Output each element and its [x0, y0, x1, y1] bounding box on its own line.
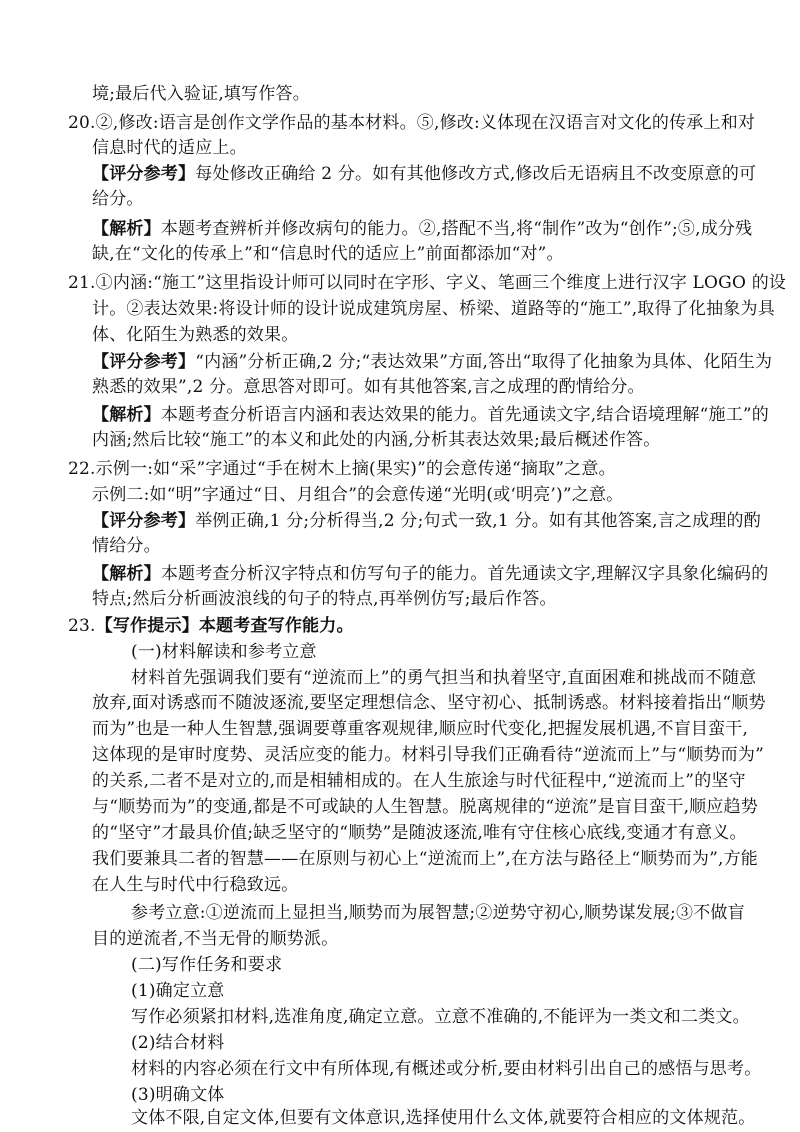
scoring-line: 【评分参考】每处修改正确给 2 分。如有其他修改方式,修改后无语病且不改变原意的可 [92, 164, 757, 184]
text-line: 参考立意:①逆流而上显担当,顺势而为展智慧;②逆势守初心,顺势谋发展;③不做盲 [131, 903, 745, 923]
scoring-line: 【评分参考】“内涵”分析正确,2 分;“表达效果”方面,答出“取得了化抽象为具体、化陌生为 [92, 352, 773, 372]
answer-22-line: 22.示例一:如“采”字通过“手在树木上摘(果实)”的会意传递“摘取”之意。 [68, 459, 616, 479]
text-line: 文体不限,自定文体,但要有文体意识,选择使用什么文体,就要符合相应的文体规范。 [131, 1108, 756, 1128]
answer-23-line: 23.【写作提示】本题考查写作能力。 [68, 616, 354, 636]
text-line: 与“顺势而为”的变通,都是不可或缺的人生智慧。脱离规律的“逆流”是盲目蛮干,顺应趋势 [92, 797, 758, 817]
text-line: 材料的内容必须在行文中有所体现,有概述或分析,要由材料引出自己的感悟与思考。 [131, 1059, 762, 1079]
text-line: 示例二:如“明”字通过“日、月组合”的会意传递“光明(或‘明亮’)”之意。 [92, 485, 624, 505]
section-heading: (二)写作任务和要求 [131, 955, 283, 975]
text-line: 信息时代的适应上。 [92, 138, 247, 158]
text-line: 的关系,二者不是对立的,而是相辅相成的。在人生旅途与时代征程中,“逆流而上”的坚守 [92, 771, 746, 791]
text-line: 体、化陌生为熟悉的效果。 [92, 325, 299, 345]
analysis-line: 【解析】本题考查辨析并修改病句的能力。②,搭配不当,将“制作”改为“创作”;⑤,成分残 [92, 219, 753, 239]
text-line: 这体现的是审时度势、灵活应变的能力。材料引导我们正确看待“逆流而上”与“顺势而为” [92, 745, 764, 765]
text-line: 放弃,面对诱惑而不随波逐流,要坚定理想信念、坚守初心、抵制诱惑。材料接着指出“顺势 [92, 693, 766, 713]
answer-20-line: 20.②,修改:语言是创作文学作品的基本材料。⑤,修改:义体现在汉语言对文化的传承上和对 [68, 113, 756, 133]
section-heading: (一)材料解读和参考立意 [131, 642, 317, 662]
scoring-line: 【评分参考】举例正确,1 分;分析得当,2 分;句式一致,1 分。如有其他答案,言之成理的酌 [92, 511, 761, 531]
text-line: 熟悉的效果”,2 分。意思答对即可。如有其他答案,言之成理的酌情给分。 [92, 377, 645, 397]
subheading: (1)确定立意 [131, 981, 225, 1001]
text-line: 境;最后代入验证,填写作答。 [92, 84, 310, 104]
subheading: (2)结合材料 [131, 1033, 225, 1053]
analysis-line: 【解析】本题考查分析汉字特点和仿写句子的能力。首先通读文字,理解汉字具象化编码的 [92, 564, 769, 584]
text-line: 特点;然后分析画波浪线的句子的特点,再举例仿写;最后作答。 [92, 589, 557, 609]
text-line: 情给分。 [92, 536, 161, 556]
text-line: 目的逆流者,不当无骨的顺势派。 [92, 929, 339, 949]
answer-21-line: 21.①内涵:“施工”这里指设计师可以同时在字形、字义、笔画三个维度上进行汉字 LOGO 的设 [68, 273, 787, 293]
text-line: 的“坚守”才最具价值;缺乏坚守的“顺势”是随波逐流,唯有守住核心底线,变通才有意义。 [92, 823, 747, 843]
subheading: (3)明确文体 [131, 1085, 225, 1105]
text-line: 计。②表达效果:将设计师的设计说成建筑房屋、桥梁、道路等的“施工”,取得了化抽象为具 [92, 299, 775, 319]
text-line: 在人生与时代中行稳致远。 [92, 875, 299, 895]
text-line: 材料首先强调我们要有“逆流而上”的勇气担当和执着坚守,直面困难和挑战而不随意 [131, 668, 757, 688]
text-line: 内涵;然后比较“施工”的本义和此处的内涵,分析其表达效果;最后概述作答。 [92, 430, 661, 450]
text-line: 写作必须紧扣材料,选准角度,确定立意。立意不准确的,不能评为一类文和二类文。 [131, 1007, 750, 1027]
text-line: 我们要兼具二者的智慧——在原则与初心上“逆流而上”,在方法与路径上“顺势而为”,方能 [92, 849, 758, 869]
text-line: 给分。 [92, 189, 144, 209]
text-line: 缺,在“文化的传承上”和“信息时代的适应上”前面都添加“对”。 [92, 244, 564, 264]
text-line: 而为”也是一种人生智慧,强调要尊重客观规律,顺应时代变化,把握发展机遇,不盲目蛮干, [92, 719, 749, 739]
analysis-line: 【解析】本题考查分析语言内涵和表达效果的能力。首先通读文字,结合语境理解“施工”的 [92, 405, 769, 425]
